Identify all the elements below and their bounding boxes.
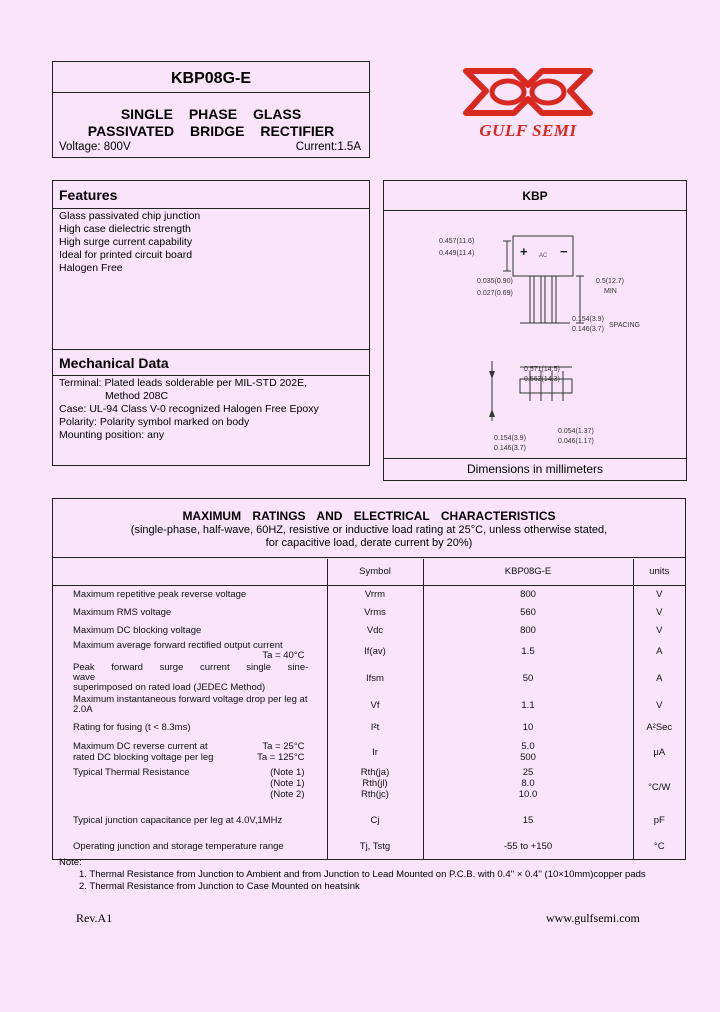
ratings-title: MAXIMUM RATINGS AND ELECTRICAL CHARACTERISTICS: [182, 509, 556, 523]
symbol: Vf: [327, 693, 423, 717]
param-condition: Ta = 25°C: [262, 741, 305, 752]
table-row: [53, 693, 685, 717]
symbol: Ir: [327, 737, 423, 767]
revision-label: Rev.A1: [76, 911, 113, 925]
features-title: Features: [59, 187, 118, 203]
features-divider: [53, 208, 369, 209]
value: 800: [423, 585, 633, 603]
note-ref: (Note 1): [270, 778, 305, 789]
list-item: Ideal for printed circuit board: [59, 249, 193, 261]
value-line: 500: [520, 752, 536, 763]
note-ref: (Note 1): [270, 767, 305, 778]
table-row: [53, 833, 685, 859]
param: Operating junction and storage temperature range: [73, 840, 284, 852]
dim-d1: 0.457(11.6): [439, 238, 475, 245]
value: [423, 737, 633, 767]
param-line: rated DC blocking voltage per leg: [73, 752, 214, 763]
symbol: [327, 767, 423, 807]
param: Typical junction capacitance per leg at 4.0V,1MHz: [73, 814, 283, 826]
unit: °C/W: [633, 767, 685, 807]
param-line: Maximum DC reverse current at: [73, 741, 208, 752]
value-line: 10.0: [518, 789, 538, 800]
symbol: Vdc: [327, 621, 423, 639]
ratings-subtitle-2: for capacitive load, derate current by 20%): [265, 537, 473, 549]
dim-d2: 0.449(11.4): [439, 250, 475, 257]
unit: pF: [633, 807, 685, 833]
dim-d15: 0.046(1.17): [558, 438, 594, 445]
logo-text: GULF SEMI: [479, 121, 577, 140]
mechanical-title: Mechanical Data: [59, 355, 169, 371]
symbol: Ifsm: [327, 663, 423, 693]
current-rating: Current:1.5A: [295, 141, 361, 153]
package-drawing: [384, 211, 686, 457]
dim-d7: 0.154(3.9): [572, 316, 604, 323]
unit: °C: [633, 833, 685, 859]
features-list: [59, 210, 200, 275]
list-item: High surge current capability: [59, 236, 193, 248]
symbol: Vrms: [327, 603, 423, 621]
value: 560: [423, 603, 633, 621]
ratings-table: [53, 559, 685, 859]
table-row: [53, 717, 685, 737]
mechanical-list: [59, 377, 319, 442]
list-item: Case: UL-94 Class V-0 recognized Halogen Free Epoxy: [59, 403, 319, 415]
table-row: [53, 807, 685, 833]
title-divider: [53, 92, 369, 93]
dim-d4: 0.027(0.69): [477, 290, 513, 297]
value: 50: [423, 663, 633, 693]
symbol: Cj: [327, 807, 423, 833]
notes: [53, 857, 685, 893]
gulf-semi-logo: [458, 63, 598, 141]
param: Maximum DC blocking voltage: [73, 624, 202, 636]
table-row: [53, 621, 685, 639]
unit: A: [633, 663, 685, 693]
website-link[interactable]: www.gulfsemi.com: [546, 911, 640, 925]
note-label: Note:: [59, 857, 82, 868]
part-number: KBP08G-E: [170, 70, 252, 87]
dim-d6: MIN: [604, 288, 617, 295]
value: 1.5: [423, 639, 633, 663]
col-value: KBP08G-E: [423, 559, 633, 585]
unit: μA: [633, 737, 685, 767]
list-item: Glass passivated chip junction: [59, 210, 201, 222]
unit: V: [633, 585, 685, 603]
table-header-row: [53, 559, 685, 585]
dim-d10: 0.571(14.5): [524, 366, 560, 373]
value: 800: [423, 621, 633, 639]
param: [53, 639, 327, 663]
unit: V: [633, 621, 685, 639]
symbol: I²t: [327, 717, 423, 737]
note-ref: (Note 2): [270, 789, 305, 800]
unit: V: [633, 603, 685, 621]
param: Maximum RMS voltage: [73, 606, 172, 618]
voltage-rating: Voltage: 800V: [59, 141, 131, 153]
value: 1.1: [423, 693, 633, 717]
param-condition: Ta = 40°C: [262, 650, 305, 661]
table-row: [53, 663, 685, 693]
symbol-line: Rth(jc): [361, 789, 389, 800]
list-item: Mounting position: any: [59, 429, 165, 441]
param: [53, 693, 327, 717]
package-divider-bottom: [384, 458, 686, 459]
list-item: High case dielectric strength: [59, 223, 191, 235]
mechanical-divider: [53, 375, 369, 376]
param-line: superimposed on rated load (JEDEC Method): [73, 682, 266, 693]
value: [423, 767, 633, 807]
dim-d12: 0.154(3.9): [494, 435, 526, 442]
table-row: [53, 603, 685, 621]
param-line: Maximum instantaneous forward voltage drop per leg at: [73, 694, 308, 705]
unit: V: [633, 693, 685, 717]
param: [53, 737, 327, 767]
table-row: [53, 585, 685, 603]
table-row: [53, 737, 685, 767]
list-item: Terminal: Plated leads solderable per MIL-STD 202E,: [59, 377, 308, 389]
param: Rating for fusing (t < 8.3ms): [73, 721, 191, 733]
ratings-subtitle-1: (single-phase, half-wave, 60HZ, resistive or inductive load rating at 25°C, unless otherwise stated,: [130, 524, 608, 536]
dim-d9: SPACING: [609, 322, 640, 329]
col-units: units: [633, 559, 685, 585]
param: [53, 663, 327, 693]
unit: A²Sec: [633, 717, 685, 737]
dim-d3: 0.035(0.90): [477, 278, 513, 285]
list-item: Method 208C: [105, 390, 169, 402]
dimensions-caption: Dimensions in millimeters: [466, 462, 604, 476]
value-line: 25: [522, 767, 534, 778]
note-1: 1. Thermal Resistance from Junction to Ambient and from Junction to Lead Mounted on P.C.B. with 0.4'' × 0.4'' (10×10mm)copper pads: [79, 869, 646, 880]
param-condition: Ta = 125°C: [257, 752, 305, 763]
note-2: 2. Thermal Resistance from Junction to Case Mounted on heatsink: [79, 881, 360, 892]
ac-label: AC: [539, 253, 548, 259]
param: [53, 767, 327, 807]
col-symbol: Symbol: [327, 559, 423, 585]
param: Maximum repetitive peak reverse voltage: [53, 585, 327, 603]
plus-symbol: +: [520, 244, 528, 259]
description-line-2: PASSIVATED BRIDGE RECTIFIER: [87, 123, 335, 139]
symbol: Tj, Tstg: [327, 833, 423, 859]
dim-d13: 0.146(3.7): [494, 445, 526, 452]
ratings-box: [52, 498, 686, 892]
dim-d8: 0.146(3.7): [572, 326, 604, 333]
dim-d11: 0.563(14.3): [524, 376, 560, 383]
param-line: Maximum average forward rectified output current: [73, 640, 283, 651]
logo-mark-icon: [458, 63, 598, 121]
minus-symbol: −: [560, 244, 568, 259]
package-box: [383, 180, 687, 481]
symbol: Vrrm: [327, 585, 423, 603]
dim-d14: 0.054(1.37): [558, 428, 594, 435]
value: 10: [423, 717, 633, 737]
value-line: 8.0: [521, 778, 535, 789]
features-box: [52, 180, 370, 466]
mechanical-top-divider: [53, 349, 369, 350]
description-line-1: SINGLE PHASE GLASS: [120, 106, 302, 122]
symbol: If(av): [327, 639, 423, 663]
list-item: Halogen Free: [59, 262, 123, 274]
package-name: KBP: [522, 189, 548, 203]
param-line: 2.0A: [73, 704, 93, 715]
param-line: Typical Thermal Resistance: [73, 767, 190, 778]
symbol-line: Rth(ja): [360, 767, 390, 778]
table-row: [53, 639, 685, 663]
ratings-divider: [53, 557, 685, 558]
value: 15: [423, 807, 633, 833]
title-box: [52, 61, 370, 158]
param-line: Peak forward surge current single sine-wave: [73, 662, 309, 683]
list-item: Polarity: Polarity symbol marked on body: [59, 416, 250, 428]
symbol-line: Rth(jl): [362, 778, 388, 789]
value-line: 5.0: [521, 741, 535, 752]
value: -55 to +150: [423, 833, 633, 859]
table-row: [53, 767, 685, 807]
unit: A: [633, 639, 685, 663]
dim-d5: 0.5(12.7): [596, 278, 625, 285]
